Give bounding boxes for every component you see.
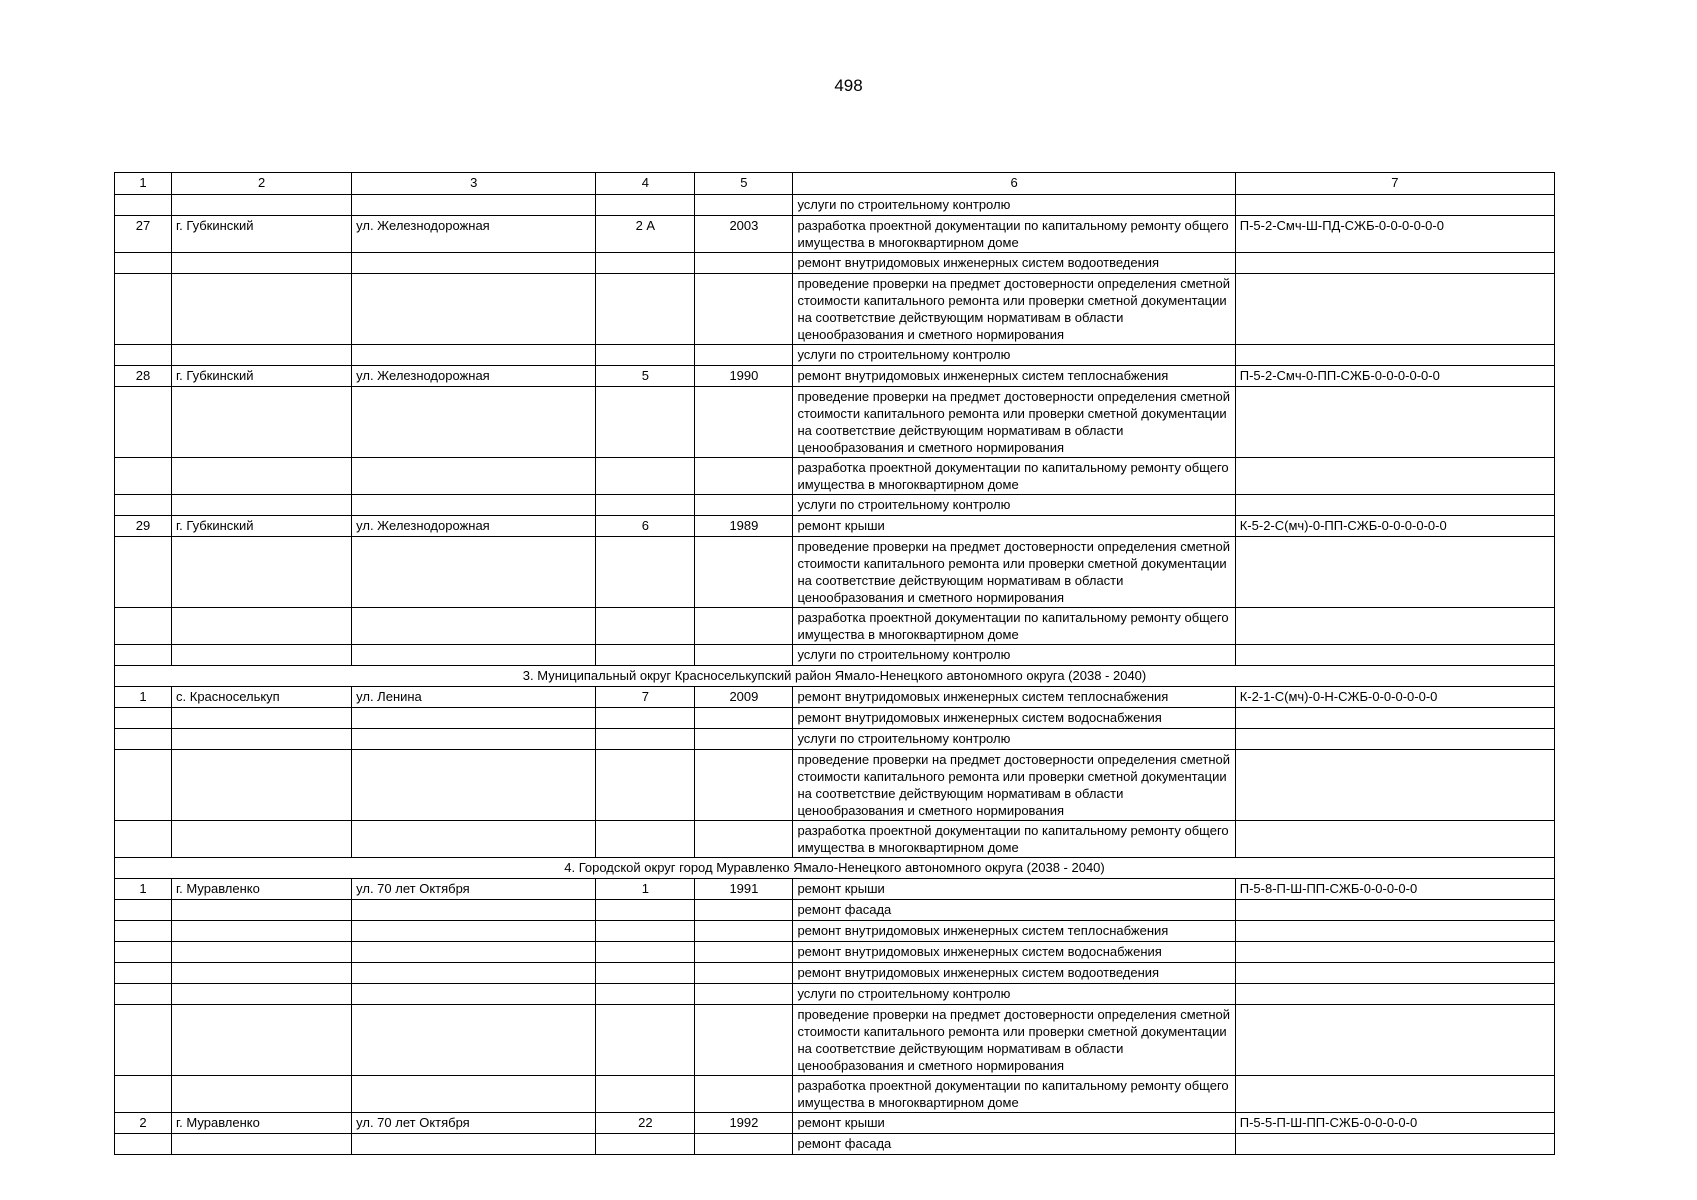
row-number bbox=[115, 963, 172, 984]
work-type-cell: услуги по строительному контролю bbox=[793, 645, 1235, 666]
row-number bbox=[115, 1005, 172, 1076]
table-row bbox=[115, 900, 1555, 921]
street-cell bbox=[352, 942, 596, 963]
table-row bbox=[115, 253, 1555, 274]
house-number-cell bbox=[596, 495, 695, 516]
building-code-cell bbox=[1235, 537, 1554, 608]
work-type-cell: услуги по строительному контролю bbox=[793, 345, 1235, 366]
commission-year-cell bbox=[695, 900, 793, 921]
street-cell bbox=[352, 537, 596, 608]
street-cell: ул. Железнодорожная bbox=[352, 516, 596, 537]
table-row bbox=[115, 963, 1555, 984]
street-cell bbox=[352, 645, 596, 666]
building-code-cell bbox=[1235, 645, 1554, 666]
street-cell bbox=[352, 900, 596, 921]
work-type-cell: разработка проектной документации по капитальному ремонту общего имущества в многоквартирном доме bbox=[793, 608, 1235, 645]
street-cell bbox=[352, 963, 596, 984]
work-type-cell: ремонт крыши bbox=[793, 1113, 1235, 1134]
row-number bbox=[115, 729, 172, 750]
commission-year-cell bbox=[695, 921, 793, 942]
row-number bbox=[115, 195, 172, 216]
work-type-cell: проведение проверки на предмет достоверности определения сметной стоимости капитального ремонта или проверки сметной документации на соответствие действующим нормативам в области ценообразования и сметного нормирования bbox=[793, 387, 1235, 458]
table-row bbox=[115, 608, 1555, 645]
settlement-cell bbox=[172, 821, 352, 858]
work-type-cell: ремонт внутридомовых инженерных систем теплоснабжения bbox=[793, 366, 1235, 387]
commission-year-cell bbox=[695, 195, 793, 216]
house-number-cell: 2 А bbox=[596, 216, 695, 253]
building-code-cell: П-5-2-Смч-Ш-ПД-СЖБ-0-0-0-0-0-0 bbox=[1235, 216, 1554, 253]
street-cell bbox=[352, 387, 596, 458]
column-number-row bbox=[115, 173, 1555, 195]
settlement-cell bbox=[172, 963, 352, 984]
house-number-cell: 5 bbox=[596, 366, 695, 387]
settlement-cell: г. Муравленко bbox=[172, 879, 352, 900]
settlement-cell: г. Муравленко bbox=[172, 1113, 352, 1134]
building-code-cell: К-5-2-С(мч)-0-ПП-СЖБ-0-0-0-0-0-0 bbox=[1235, 516, 1554, 537]
work-type-cell: разработка проектной документации по капитальному ремонту общего имущества в многоквартирном доме bbox=[793, 458, 1235, 495]
house-number-cell bbox=[596, 1134, 695, 1155]
house-number-cell bbox=[596, 750, 695, 821]
street-cell bbox=[352, 345, 596, 366]
work-type-cell: ремонт внутридомовых инженерных систем теплоснабжения bbox=[793, 687, 1235, 708]
settlement-cell bbox=[172, 750, 352, 821]
table-header bbox=[115, 173, 1555, 195]
work-type-cell: ремонт внутридомовых инженерных систем теплоснабжения bbox=[793, 921, 1235, 942]
settlement-cell bbox=[172, 274, 352, 345]
work-type-cell: услуги по строительному контролю bbox=[793, 495, 1235, 516]
commission-year-cell bbox=[695, 1005, 793, 1076]
building-code-cell bbox=[1235, 195, 1554, 216]
work-type-cell: разработка проектной документации по капитальному ремонту общего имущества в многоквартирном доме bbox=[793, 1076, 1235, 1113]
building-code-cell bbox=[1235, 458, 1554, 495]
street-cell bbox=[352, 1005, 596, 1076]
building-code-cell bbox=[1235, 729, 1554, 750]
column-number: 4 bbox=[596, 173, 695, 195]
settlement-cell bbox=[172, 1076, 352, 1113]
house-number-cell bbox=[596, 645, 695, 666]
house-number-cell bbox=[596, 458, 695, 495]
house-number-cell bbox=[596, 900, 695, 921]
row-number bbox=[115, 708, 172, 729]
commission-year-cell: 1989 bbox=[695, 516, 793, 537]
section-title: 4. Городской округ город Муравленко Ямало-Ненецкого автономного округа (2038 - 2040) bbox=[115, 858, 1555, 879]
work-type-cell: ремонт фасада bbox=[793, 900, 1235, 921]
row-number: 27 bbox=[115, 216, 172, 253]
commission-year-cell bbox=[695, 458, 793, 495]
settlement-cell bbox=[172, 608, 352, 645]
commission-year-cell bbox=[695, 345, 793, 366]
table-row bbox=[115, 366, 1555, 387]
section-heading-row bbox=[115, 858, 1555, 879]
building-code-cell bbox=[1235, 900, 1554, 921]
house-number-cell bbox=[596, 963, 695, 984]
row-number bbox=[115, 921, 172, 942]
work-type-cell: разработка проектной документации по капитальному ремонту общего имущества в многоквартирном доме bbox=[793, 216, 1235, 253]
work-type-cell: разработка проектной документации по капитальному ремонту общего имущества в многоквартирном доме bbox=[793, 821, 1235, 858]
building-code-cell bbox=[1235, 963, 1554, 984]
house-number-cell: 1 bbox=[596, 879, 695, 900]
work-type-cell: ремонт фасада bbox=[793, 1134, 1235, 1155]
row-number bbox=[115, 387, 172, 458]
building-code-cell bbox=[1235, 608, 1554, 645]
house-number-cell bbox=[596, 537, 695, 608]
row-number: 2 bbox=[115, 1113, 172, 1134]
table-row bbox=[115, 345, 1555, 366]
work-type-cell: услуги по строительному контролю bbox=[793, 195, 1235, 216]
row-number bbox=[115, 274, 172, 345]
table-row bbox=[115, 645, 1555, 666]
column-number: 1 bbox=[115, 173, 172, 195]
row-number bbox=[115, 984, 172, 1005]
table-row bbox=[115, 1113, 1555, 1134]
work-type-cell: ремонт внутридомовых инженерных систем водоотведения bbox=[793, 253, 1235, 274]
capital-repair-table bbox=[114, 172, 1555, 1155]
building-code-cell: П-5-5-П-Ш-ПП-СЖБ-0-0-0-0-0 bbox=[1235, 1113, 1554, 1134]
settlement-cell: с. Красноселькуп bbox=[172, 687, 352, 708]
work-type-cell: ремонт внутридомовых инженерных систем водоснабжения bbox=[793, 942, 1235, 963]
house-number-cell bbox=[596, 1005, 695, 1076]
house-number-cell bbox=[596, 345, 695, 366]
building-code-cell bbox=[1235, 1076, 1554, 1113]
commission-year-cell bbox=[695, 1076, 793, 1113]
settlement-cell bbox=[172, 984, 352, 1005]
building-code-cell bbox=[1235, 1134, 1554, 1155]
row-number bbox=[115, 253, 172, 274]
house-number-cell bbox=[596, 921, 695, 942]
settlement-cell: г. Губкинский bbox=[172, 516, 352, 537]
street-cell bbox=[352, 750, 596, 821]
commission-year-cell bbox=[695, 942, 793, 963]
street-cell bbox=[352, 608, 596, 645]
commission-year-cell bbox=[695, 387, 793, 458]
settlement-cell bbox=[172, 645, 352, 666]
row-number bbox=[115, 537, 172, 608]
building-code-cell bbox=[1235, 750, 1554, 821]
street-cell bbox=[352, 195, 596, 216]
settlement-cell bbox=[172, 1134, 352, 1155]
street-cell bbox=[352, 821, 596, 858]
street-cell bbox=[352, 708, 596, 729]
row-number: 29 bbox=[115, 516, 172, 537]
table-row bbox=[115, 821, 1555, 858]
table-row bbox=[115, 216, 1555, 253]
commission-year-cell bbox=[695, 608, 793, 645]
table-row bbox=[115, 921, 1555, 942]
settlement-cell bbox=[172, 458, 352, 495]
settlement-cell bbox=[172, 195, 352, 216]
work-type-cell: ремонт внутридомовых инженерных систем водоснабжения bbox=[793, 708, 1235, 729]
work-type-cell: проведение проверки на предмет достоверности определения сметной стоимости капитального ремонта или проверки сметной документации на соответствие действующим нормативам в области ценообразования и сметного нормирования bbox=[793, 537, 1235, 608]
table-row bbox=[115, 458, 1555, 495]
commission-year-cell: 1991 bbox=[695, 879, 793, 900]
commission-year-cell bbox=[695, 963, 793, 984]
row-number bbox=[115, 821, 172, 858]
row-number bbox=[115, 942, 172, 963]
row-number bbox=[115, 1076, 172, 1113]
building-code-cell bbox=[1235, 708, 1554, 729]
page-number: 498 bbox=[834, 76, 863, 95]
house-number-cell bbox=[596, 984, 695, 1005]
street-cell: ул. Железнодорожная bbox=[352, 366, 596, 387]
street-cell: ул. 70 лет Октября bbox=[352, 879, 596, 900]
commission-year-cell: 2003 bbox=[695, 216, 793, 253]
column-number: 6 bbox=[793, 173, 1235, 195]
commission-year-cell bbox=[695, 1134, 793, 1155]
street-cell bbox=[352, 984, 596, 1005]
column-number: 3 bbox=[352, 173, 596, 195]
street-cell bbox=[352, 729, 596, 750]
work-type-cell: ремонт внутридомовых инженерных систем водоотведения bbox=[793, 963, 1235, 984]
row-number bbox=[115, 645, 172, 666]
commission-year-cell bbox=[695, 495, 793, 516]
settlement-cell bbox=[172, 387, 352, 458]
settlement-cell bbox=[172, 900, 352, 921]
commission-year-cell bbox=[695, 645, 793, 666]
settlement-cell bbox=[172, 708, 352, 729]
work-type-cell: проведение проверки на предмет достоверности определения сметной стоимости капитального ремонта или проверки сметной документации на соответствие действующим нормативам в области ценообразования и сметного нормирования bbox=[793, 274, 1235, 345]
house-number-cell bbox=[596, 274, 695, 345]
row-number bbox=[115, 495, 172, 516]
house-number-cell bbox=[596, 253, 695, 274]
table-row bbox=[115, 495, 1555, 516]
building-code-cell bbox=[1235, 345, 1554, 366]
table-row bbox=[115, 750, 1555, 821]
settlement-cell bbox=[172, 495, 352, 516]
building-code-cell bbox=[1235, 942, 1554, 963]
house-number-cell: 22 bbox=[596, 1113, 695, 1134]
table-row bbox=[115, 1005, 1555, 1076]
house-number-cell bbox=[596, 195, 695, 216]
building-code-cell bbox=[1235, 1005, 1554, 1076]
commission-year-cell: 2009 bbox=[695, 687, 793, 708]
building-code-cell bbox=[1235, 821, 1554, 858]
building-code-cell bbox=[1235, 921, 1554, 942]
commission-year-cell bbox=[695, 537, 793, 608]
street-cell bbox=[352, 921, 596, 942]
street-cell bbox=[352, 495, 596, 516]
table-row bbox=[115, 1134, 1555, 1155]
commission-year-cell bbox=[695, 984, 793, 1005]
row-number bbox=[115, 900, 172, 921]
street-cell bbox=[352, 458, 596, 495]
work-type-cell: услуги по строительному контролю bbox=[793, 729, 1235, 750]
house-number-cell: 7 bbox=[596, 687, 695, 708]
house-number-cell bbox=[596, 821, 695, 858]
column-number: 7 bbox=[1235, 173, 1554, 195]
work-type-cell: проведение проверки на предмет достоверности определения сметной стоимости капитального ремонта или проверки сметной документации на соответствие действующим нормативам в области ценообразования и сметного нормирования bbox=[793, 1005, 1235, 1076]
building-code-cell bbox=[1235, 984, 1554, 1005]
building-code-cell: К-2-1-С(мч)-0-Н-СЖБ-0-0-0-0-0-0 bbox=[1235, 687, 1554, 708]
table-row bbox=[115, 942, 1555, 963]
settlement-cell bbox=[172, 253, 352, 274]
row-number bbox=[115, 608, 172, 645]
table-row bbox=[115, 708, 1555, 729]
work-type-cell: ремонт крыши bbox=[793, 516, 1235, 537]
settlement-cell bbox=[172, 345, 352, 366]
building-code-cell: П-5-2-Смч-0-ПП-СЖБ-0-0-0-0-0-0 bbox=[1235, 366, 1554, 387]
building-code-cell bbox=[1235, 495, 1554, 516]
table-row bbox=[115, 1076, 1555, 1113]
row-number bbox=[115, 1134, 172, 1155]
house-number-cell bbox=[596, 608, 695, 645]
street-cell bbox=[352, 1134, 596, 1155]
row-number: 1 bbox=[115, 687, 172, 708]
table-row bbox=[115, 516, 1555, 537]
building-code-cell bbox=[1235, 274, 1554, 345]
table-row bbox=[115, 687, 1555, 708]
work-type-cell: проведение проверки на предмет достоверности определения сметной стоимости капитального ремонта или проверки сметной документации на соответствие действующим нормативам в области ценообразования и сметного нормирования bbox=[793, 750, 1235, 821]
building-code-cell bbox=[1235, 387, 1554, 458]
table-row bbox=[115, 387, 1555, 458]
settlement-cell bbox=[172, 729, 352, 750]
row-number bbox=[115, 345, 172, 366]
settlement-cell bbox=[172, 921, 352, 942]
settlement-cell bbox=[172, 537, 352, 608]
settlement-cell: г. Губкинский bbox=[172, 216, 352, 253]
commission-year-cell bbox=[695, 274, 793, 345]
table-body bbox=[115, 195, 1555, 1155]
house-number-cell bbox=[596, 387, 695, 458]
section-title: 3. Муниципальный округ Красноселькупский район Ямало-Ненецкого автономного округа (2038 - 2040) bbox=[115, 666, 1555, 687]
settlement-cell bbox=[172, 1005, 352, 1076]
section-heading-row bbox=[115, 666, 1555, 687]
house-number-cell bbox=[596, 1076, 695, 1113]
house-number-cell bbox=[596, 708, 695, 729]
street-cell: ул. Железнодорожная bbox=[352, 216, 596, 253]
settlement-cell bbox=[172, 942, 352, 963]
street-cell: ул. Ленина bbox=[352, 687, 596, 708]
row-number: 28 bbox=[115, 366, 172, 387]
house-number-cell bbox=[596, 729, 695, 750]
commission-year-cell bbox=[695, 729, 793, 750]
street-cell bbox=[352, 274, 596, 345]
street-cell bbox=[352, 1076, 596, 1113]
house-number-cell bbox=[596, 942, 695, 963]
column-number: 5 bbox=[695, 173, 793, 195]
building-code-cell: П-5-8-П-Ш-ПП-СЖБ-0-0-0-0-0 bbox=[1235, 879, 1554, 900]
commission-year-cell bbox=[695, 253, 793, 274]
commission-year-cell bbox=[695, 750, 793, 821]
work-type-cell: ремонт крыши bbox=[793, 879, 1235, 900]
commission-year-cell bbox=[695, 821, 793, 858]
settlement-cell: г. Губкинский bbox=[172, 366, 352, 387]
row-number bbox=[115, 458, 172, 495]
table-row bbox=[115, 195, 1555, 216]
street-cell bbox=[352, 253, 596, 274]
table-row bbox=[115, 879, 1555, 900]
row-number: 1 bbox=[115, 879, 172, 900]
column-number: 2 bbox=[172, 173, 352, 195]
commission-year-cell bbox=[695, 708, 793, 729]
table-row bbox=[115, 537, 1555, 608]
building-code-cell bbox=[1235, 253, 1554, 274]
table-row bbox=[115, 984, 1555, 1005]
commission-year-cell: 1992 bbox=[695, 1113, 793, 1134]
row-number bbox=[115, 750, 172, 821]
work-type-cell: услуги по строительному контролю bbox=[793, 984, 1235, 1005]
table-row bbox=[115, 274, 1555, 345]
street-cell: ул. 70 лет Октября bbox=[352, 1113, 596, 1134]
table-row bbox=[115, 729, 1555, 750]
house-number-cell: 6 bbox=[596, 516, 695, 537]
commission-year-cell: 1990 bbox=[695, 366, 793, 387]
